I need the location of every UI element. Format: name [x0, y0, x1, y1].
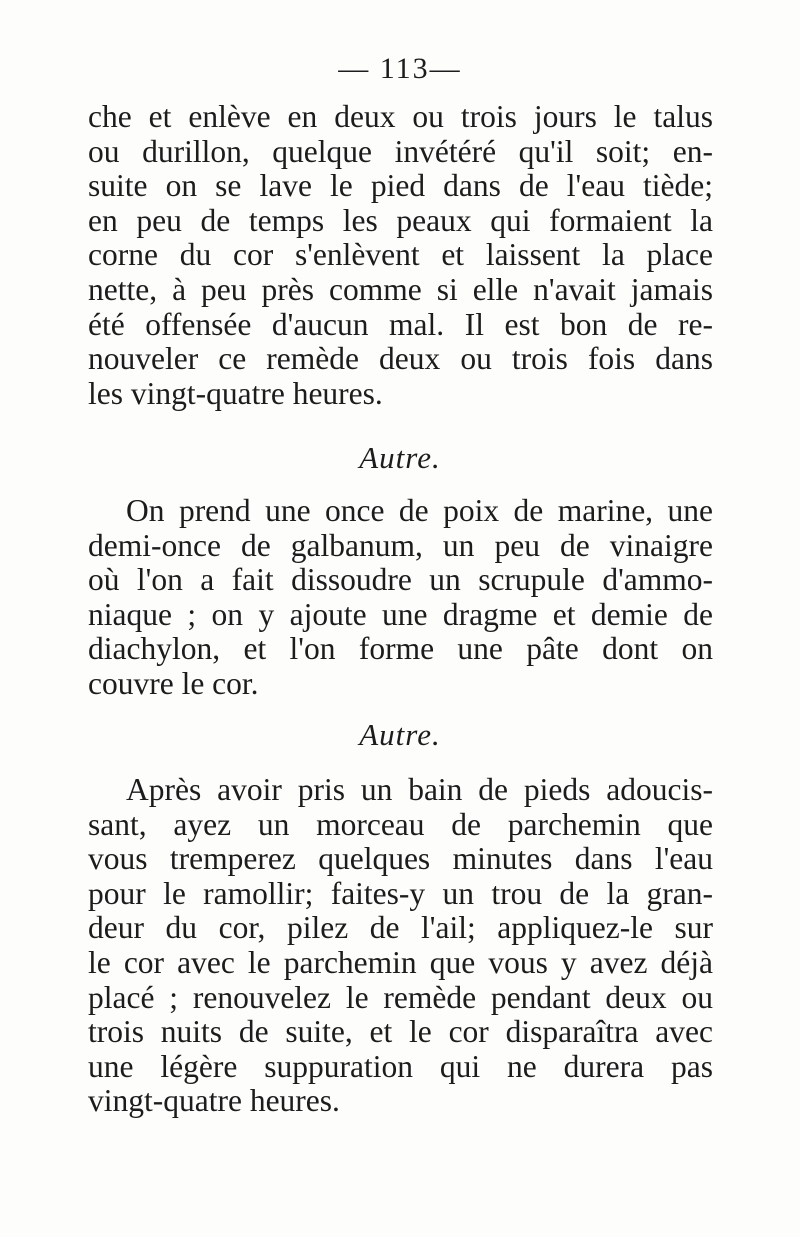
text-line: sant, ayez un morceau de parchemin que [88, 806, 713, 842]
text-line: placé ; renouvelez le remède pendant deux ou [88, 979, 713, 1015]
text-line: On prend une once de poix de marine, une [126, 493, 713, 528]
text-line: Après avoir pris un bain de pieds adoucis- [126, 772, 713, 807]
text-line: une légère suppuration qui ne durera pas [88, 1048, 713, 1084]
text-line: trois nuits de suite, et le cor disparaîtra avec [88, 1014, 713, 1050]
text-line: été offensée d'aucun mal. Il est bon de re- [88, 306, 713, 342]
section-heading: Autre. [359, 717, 441, 752]
text-line: nette, à peu près comme si elle n'avait jamais [88, 271, 713, 307]
text-line: ou durillon, quelque invétéré qu'il soit; en- [88, 133, 713, 169]
text-line: diachylon, et l'on forme une pâte dont on [88, 631, 713, 667]
text-line: le cor avec le parchemin que vous y avez déjà [88, 944, 713, 980]
text-line: couvre le cor. [88, 665, 259, 701]
text-line: les vingt-quatre heures. [88, 375, 383, 411]
text-line: nouveler ce remède deux ou trois fois dans [88, 341, 713, 377]
text-line: pour le ramollir; faites-y un trou de la gran- [88, 875, 713, 911]
text-line: vous tremperez quelques minutes dans l'eau [88, 841, 713, 877]
text-line: où l'on a fait dissoudre un scrupule d'ammo- [88, 562, 713, 598]
paragraph-recipe-3 [88, 773, 713, 1119]
text-line: vingt-quatre heures. [88, 1083, 340, 1119]
paragraph-continuation [88, 100, 713, 411]
text-line: en peu de temps les peaux qui formaient la [88, 202, 713, 238]
text-line: niaque ; on y ajoute une dragme et demie de [88, 596, 713, 632]
section-heading: Autre. [359, 440, 441, 475]
text-line: che et enlève en deux ou trois jours le talus [88, 99, 713, 134]
text-line: deur du cor, pilez de l'ail; appliquez-le sur [88, 910, 713, 946]
text-line: corne du cor s'enlèvent et laissent la place [88, 237, 713, 273]
page-number: — 113— [338, 52, 462, 85]
paragraph-recipe-2 [88, 494, 713, 702]
text-line: demi-once de galbanum, un peu de vinaigre [88, 527, 713, 563]
text-line: suite on se lave le pied dans de l'eau tiède; [88, 168, 713, 204]
